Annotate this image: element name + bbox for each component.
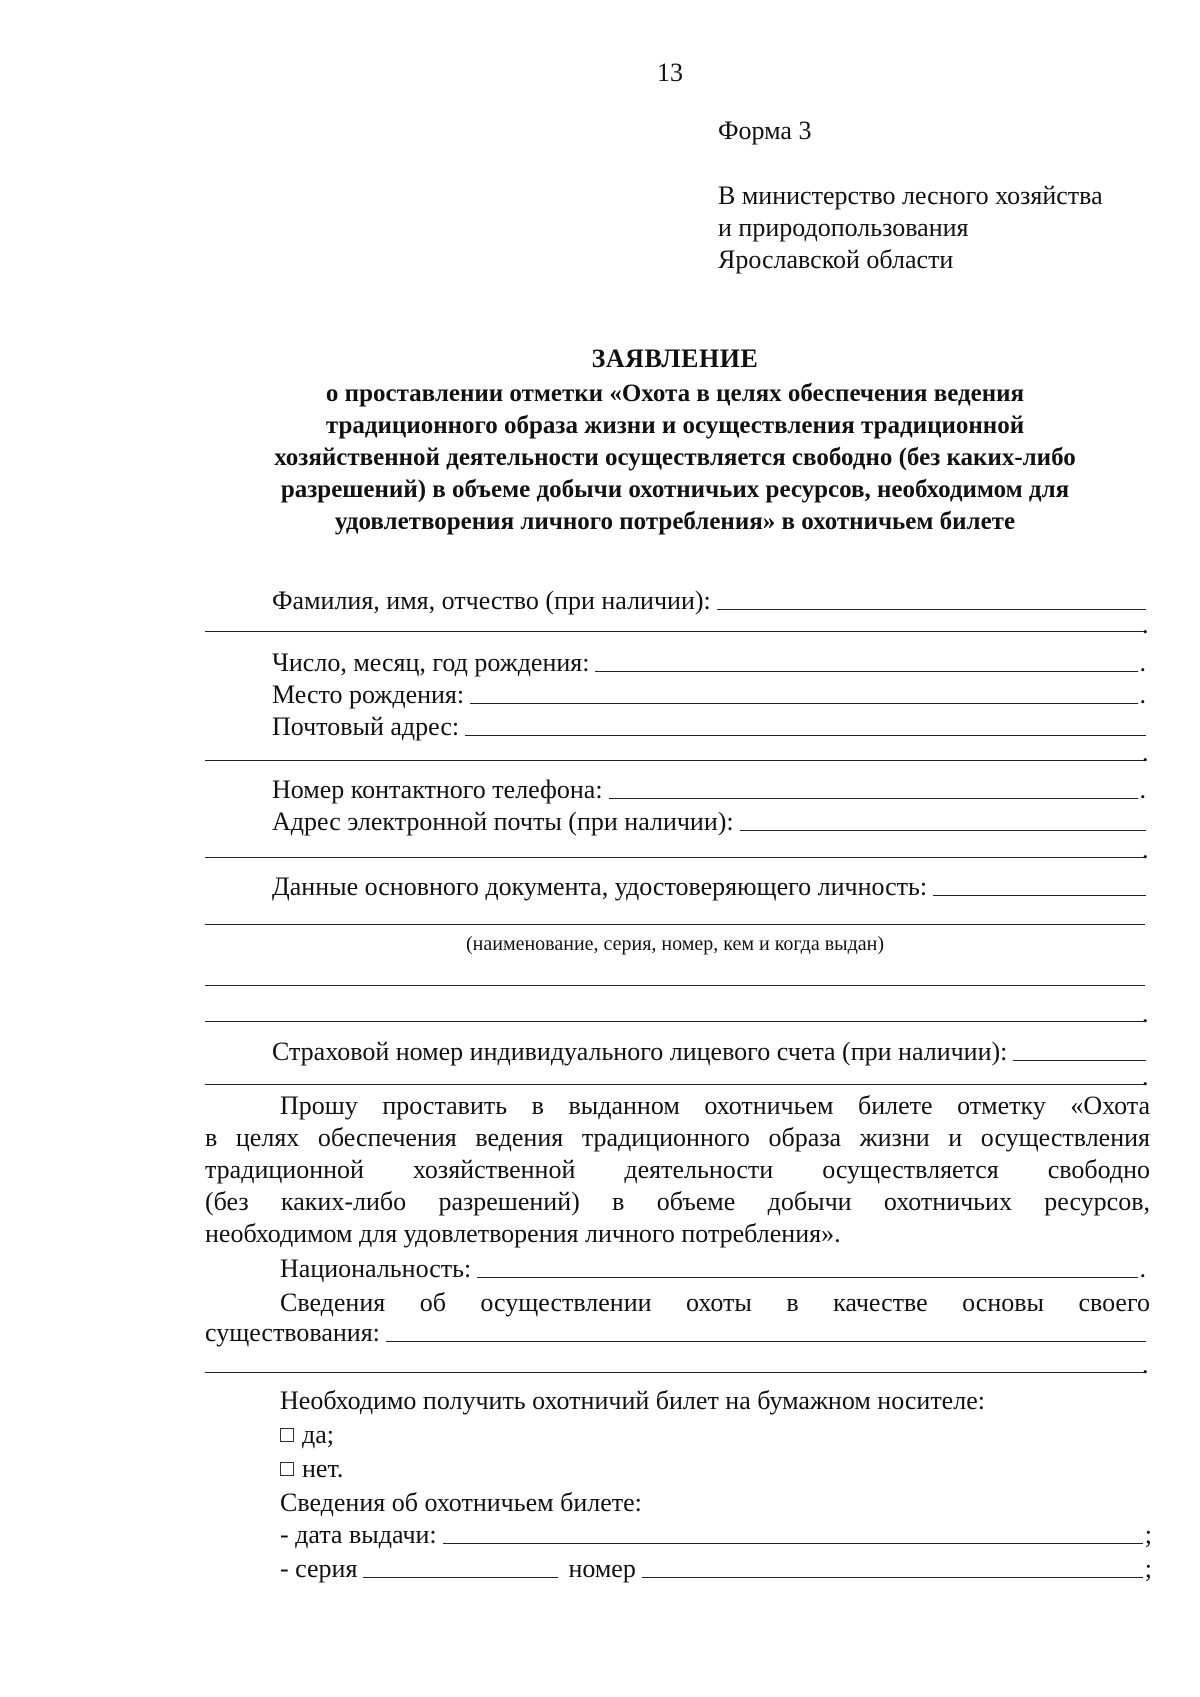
email-input-line[interactable] [740,804,1146,831]
page-number: 13 [657,58,683,87]
issue-date-row [280,1516,1152,1550]
addressee-line: Ярославской области [718,245,954,274]
hunting-info-word: охоты [686,1288,752,1317]
hunting-info-word: основы [962,1288,1044,1317]
birth-date-row [272,644,1146,678]
option-no-label: нет. [302,1454,344,1483]
series-number-row [280,1550,1152,1584]
phone-label: Номер контактного телефона: [272,775,603,804]
subtitle-line: разрешений) в объеме добычи охотничьих ресурсов, необходимом для [280,476,1070,503]
nationality-row [280,1250,1146,1284]
paper-ticket-question: Необходимо получить охотничий билет на бумажном носителе: [280,1386,985,1415]
fio-row [272,582,1146,616]
id-document-row [272,868,1146,902]
period: . [1139,1254,1146,1283]
snils-continuation-line[interactable] [205,1082,1145,1085]
birth-date-input-line[interactable] [595,645,1137,672]
id-document-label: Данные основного документа, удостоверяющего личность: [272,872,928,901]
id-document-line-4[interactable] [205,1019,1145,1022]
request-paragraph [205,1090,1150,1250]
phone-row [272,771,1146,805]
birth-place-input-line[interactable] [470,677,1137,704]
series-input-line[interactable] [363,1551,558,1578]
subtitle-line: традиционного образа жизни и осуществления традиционной [325,412,1025,439]
postal-address-input-line[interactable] [465,709,1146,736]
checkbox-no[interactable] [280,1462,294,1476]
birth-date-label: Число, месяц, год рождения: [272,648,590,677]
hunting-info-word: осуществлении [480,1288,652,1317]
snils-input-line[interactable] [1013,1034,1146,1061]
option-yes-label: да; [302,1420,334,1449]
request-line: в целях обеспечения ведения традиционного образа жизни и осуществления [205,1123,1150,1152]
snils-label: Страховой номер индивидуального лицевого счета (при наличии): [272,1037,1008,1066]
subtitle-line: хозяйственной деятельности осуществляется свободно (без каких-либо [274,444,1076,471]
snils-row [272,1033,1146,1067]
hunting-info-row [205,1314,1146,1348]
period: . [1142,1350,1149,1379]
postal-address-label: Почтовый адрес: [272,712,460,741]
period: . [1142,738,1149,767]
birth-place-label: Место рождения: [272,680,465,709]
id-document-caption: (наименование, серия, номер, кем и когда выдан) [466,933,884,955]
hunting-info-word: об [419,1288,446,1317]
request-line: традиционной хозяйственной деятельности осуществляется свободно [205,1155,1150,1184]
nationality-label: Национальность: [280,1254,472,1283]
hunting-info-input-line[interactable] [386,1315,1146,1342]
fio-input-line[interactable] [717,583,1146,610]
period: . [1142,835,1149,864]
period: . [1139,680,1146,709]
request-line: Прошу проставить в выданном охотничьем билете отметку «Охота [280,1091,1150,1120]
period: . [1139,775,1146,804]
issue-date-input-line[interactable] [443,1517,1143,1544]
hunting-info-word: в [786,1288,799,1317]
postal-address-row [272,708,1146,742]
semicolon: ; [1144,1520,1152,1549]
email-label: Адрес электронной почты (при наличии): [272,807,734,836]
phone-input-line[interactable] [609,772,1138,799]
hunting-info-word: качестве [833,1288,928,1317]
hunting-info-word: Сведения [280,1288,386,1317]
issue-date-label: - дата выдачи: [280,1520,437,1549]
subtitle-line: о проставлении отметки «Охота в целях обеспечения ведения [325,380,1025,407]
ticket-info-heading: Сведения об охотничьем билете: [280,1488,642,1517]
fio-label: Фамилия, имя, отчество (при наличии): [272,586,711,615]
addressee-block [718,180,1103,276]
checkbox-yes[interactable] [280,1428,294,1442]
period: . [1142,999,1149,1028]
hunting-info-word: своего [1078,1288,1150,1317]
number-input-line[interactable] [642,1551,1143,1578]
id-document-line-2[interactable] [205,922,1145,925]
option-no[interactable] [280,1454,343,1484]
document-subtitle [200,378,1150,538]
period: . [1142,610,1149,639]
addressee-line: В министерство лесного хозяйства [718,181,1103,210]
option-yes[interactable] [280,1420,334,1450]
id-document-line-3[interactable] [205,983,1145,986]
fio-continuation-line[interactable] [205,629,1145,632]
id-document-input-line[interactable] [933,869,1146,896]
request-line: необходимом для удовлетворения личного потребления». [205,1219,841,1248]
hunting-info-continuation-line[interactable] [205,1370,1145,1373]
addressee-line: и природопользования [718,213,969,242]
series-label: - серия [280,1554,358,1583]
period: . [1142,1062,1149,1091]
email-continuation-line[interactable] [205,855,1145,858]
subtitle-line: удовлетворения личного потребления» в охотничьем билете [334,508,1016,535]
birth-place-row [272,676,1146,710]
form-label: Форма 3 [718,116,812,145]
number-label: номер [568,1554,636,1583]
request-line: (без каких-либо разрешений) в объеме добычи охотничьих ресурсов, [205,1187,1150,1216]
email-row [272,803,1146,837]
semicolon: ; [1144,1554,1152,1583]
postal-address-continuation-line[interactable] [205,758,1145,761]
document-title: ЗАЯВЛЕНИЕ [591,344,759,373]
nationality-input-line[interactable] [477,1251,1137,1278]
period: . [1139,648,1146,677]
hunting-info-cont-label: существования: [205,1318,380,1347]
